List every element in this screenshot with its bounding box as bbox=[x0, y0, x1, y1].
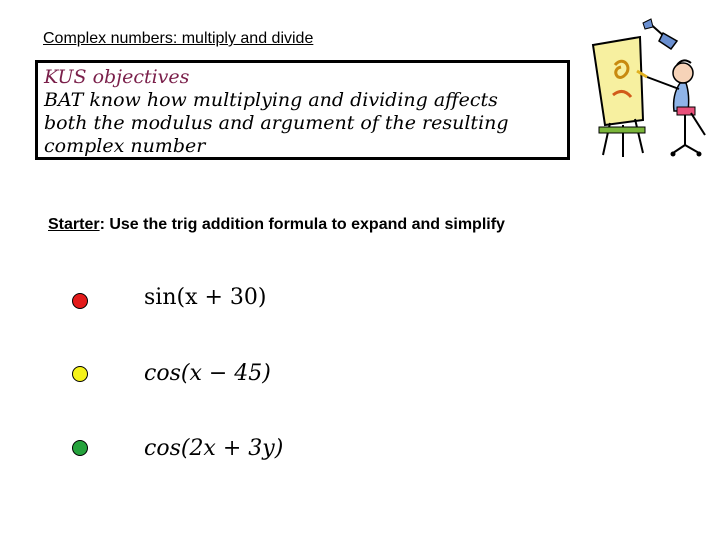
objectives-box bbox=[35, 60, 570, 160]
starter-instruction bbox=[48, 216, 505, 234]
objectives-heading: KUS objectives bbox=[44, 66, 190, 88]
objective-line: complex number bbox=[44, 135, 206, 157]
starter-label: Starter bbox=[48, 216, 100, 233]
slide-title: Complex numbers: multiply and divide bbox=[43, 30, 314, 47]
starter-text: : Use the trig addition formula to expand and simplify bbox=[99, 216, 505, 233]
expression-2: cos(x − 45) bbox=[144, 361, 271, 386]
artist-easel-clipart bbox=[585, 15, 710, 160]
objective-line: both the modulus and argument of the resulting bbox=[44, 112, 509, 134]
green-dot-icon bbox=[72, 440, 88, 456]
expression-3: cos(2x + 3y) bbox=[144, 436, 284, 461]
red-dot-icon bbox=[72, 293, 88, 309]
expression-1: sin(x + 30) bbox=[144, 285, 267, 310]
objective-line: BAT know how multiplying and dividing affects bbox=[44, 89, 498, 111]
yellow-dot-icon bbox=[72, 366, 88, 382]
